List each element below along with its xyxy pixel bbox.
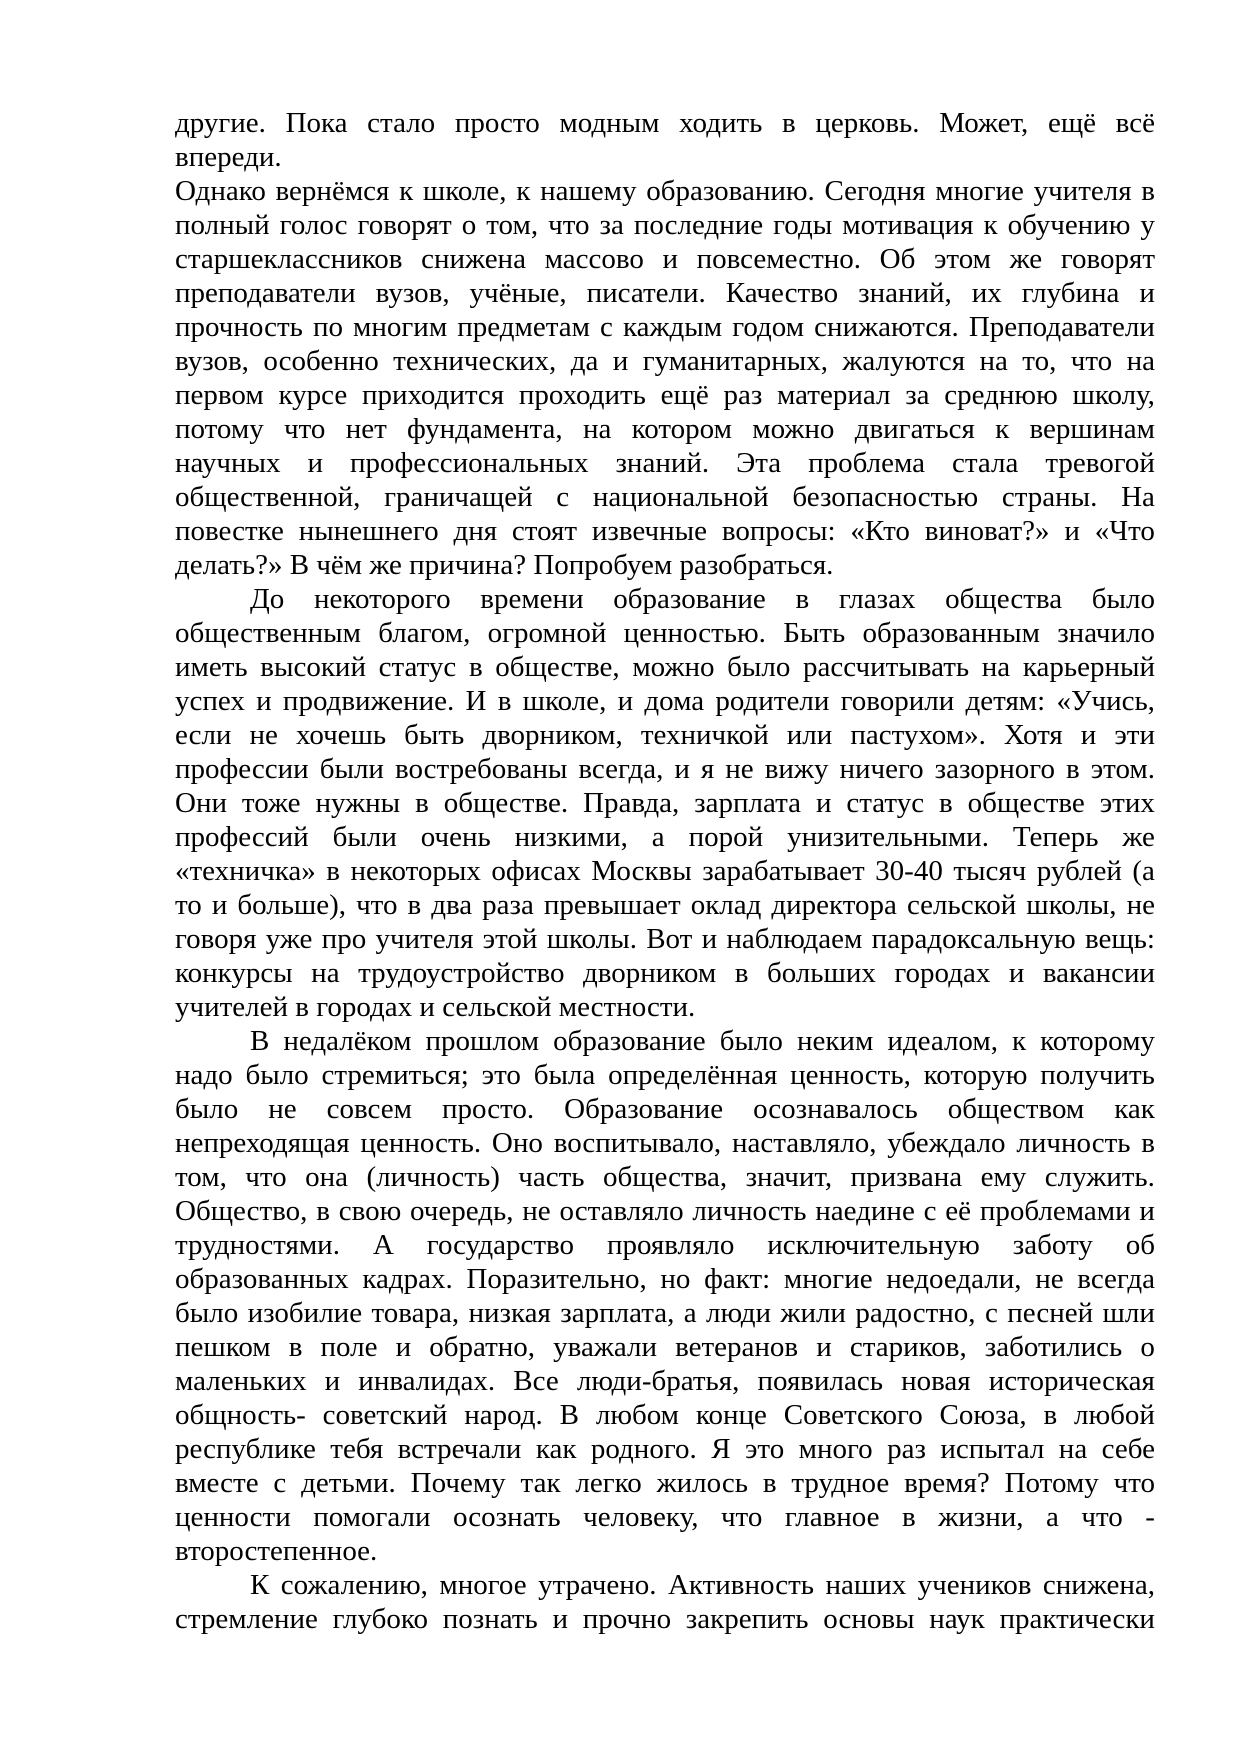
text-line: Они тоже нужны в обществе. Правда, зарплата и статус в обществе этих <box>175 787 1155 819</box>
text-line: республике тебя встречали как родного. Я это много раз испытал на себе <box>175 1433 1155 1465</box>
text-line: повестке нынешнего дня стоят извечные вопросы: «Кто виноват?» и «Что <box>175 515 1155 547</box>
text-line: стремление глубоко познать и прочно закрепить основы наук практически <box>175 1603 1155 1635</box>
text-line: учителей в городах и сельской местности. <box>175 991 696 1023</box>
text-line: делать?» В чём же причина? Попробуем разобраться. <box>175 549 834 581</box>
text-line: общественным благом, огромной ценностью. Быть образованным значило <box>175 617 1155 649</box>
text-line: преподаватели вузов, учёные, писатели. Качество знаний, их глубина и <box>175 277 1155 309</box>
text-line: непреходящая ценность. Оно воспитывало, наставляло, убеждало личность в <box>175 1127 1155 1159</box>
document-text <box>175 106 1155 1636</box>
text-line: если не хочешь быть дворником, техничкой или пастухом». Хотя и эти <box>175 719 1155 751</box>
text-line: потому что нет фундамента, на котором можно двигаться к вершинам <box>175 413 1155 445</box>
text-line: прочность по многим предметам с каждым годом снижаются. Преподаватели <box>175 311 1155 343</box>
text-line: вузов, особенно технических, да и гуманитарных, жалуются на то, что на <box>175 345 1155 377</box>
text-line: научных и профессиональных знаний. Эта проблема стала тревогой <box>175 447 1155 479</box>
text-line: Общество, в свою очередь, не оставляло личность наедине с её проблемами и <box>175 1195 1155 1227</box>
text-line: вместе с детьми. Почему так легко жилось в трудное время? Потому что <box>175 1467 1155 1499</box>
text-line: общность- советский народ. В любом конце Советского Союза, в любой <box>175 1399 1155 1431</box>
text-line: было не совсем просто. Образование осознавалось обществом как <box>175 1093 1155 1125</box>
text-line: пешком в поле и обратно, уважали ветеранов и стариков, заботились о <box>175 1331 1155 1363</box>
text-line: старшеклассников снижена массово и повсеместно. Об этом же говорят <box>175 243 1155 275</box>
text-line: было изобилие товара, низкая зарплата, а люди жили радостно, с песней шли <box>175 1297 1155 1329</box>
text-line: К сожалению, многое утрачено. Активность наших учеников снижена, <box>250 1569 1155 1601</box>
text-line: общественной, граничащей с национальной безопасностью страны. На <box>175 481 1155 513</box>
text-line: образованных кадрах. Поразительно, но факт: многие недоедали, не всегда <box>175 1263 1155 1295</box>
text-line: надо было стремиться; это была определённая ценность, которую получить <box>175 1059 1155 1091</box>
text-line: «техничка» в некоторых офисах Москвы зарабатывает 30-40 тысяч рублей (а <box>175 855 1155 887</box>
text-line: том, что она (личность) часть общества, значит, призвана ему служить. <box>175 1161 1155 1193</box>
text-line: то и больше), что в два раза превышает оклад директора сельской школы, не <box>175 889 1155 921</box>
text-line: первом курсе приходится проходить ещё раз материал за среднюю школу, <box>175 379 1155 411</box>
text-line: В недалёком прошлом образование было неким идеалом, к которому <box>250 1025 1155 1057</box>
text-line: маленьких и инвалидах. Все люди-братья, появилась новая историческая <box>175 1365 1155 1397</box>
text-line: впереди. <box>175 141 282 173</box>
text-line: профессии были востребованы всегда, и я не вижу ничего зазорного в этом. <box>175 753 1155 785</box>
text-line: ценности помогали осознать человеку, что главное в жизни, а что - <box>175 1501 1155 1533</box>
text-line: профессий были очень низкими, а порой унизительными. Теперь же <box>175 821 1155 853</box>
text-line: иметь высокий статус в обществе, можно было рассчитывать на карьерный <box>175 651 1155 683</box>
text-line: второстепенное. <box>175 1535 378 1567</box>
text-line: конкурсы на трудоустройство дворником в больших городах и вакансии <box>175 957 1155 989</box>
text-line: трудностями. А государство проявляло исключительную заботу об <box>175 1229 1155 1261</box>
text-line: успех и продвижение. И в школе, и дома родители говорили детям: «Учись, <box>175 685 1155 717</box>
text-line: полный голос говорят о том, что за последние годы мотивация к обучению у <box>175 209 1155 241</box>
text-line: говоря уже про учителя этой школы. Вот и наблюдаем парадоксальную вещь: <box>175 923 1155 955</box>
text-line: Однако вернёмся к школе, к нашему образованию. Сегодня многие учителя в <box>175 175 1155 207</box>
text-line: другие. Пока стало просто модным ходить в церковь. Может, ещё всё <box>175 107 1155 139</box>
text-line: До некоторого времени образование в глазах общества было <box>250 583 1155 615</box>
